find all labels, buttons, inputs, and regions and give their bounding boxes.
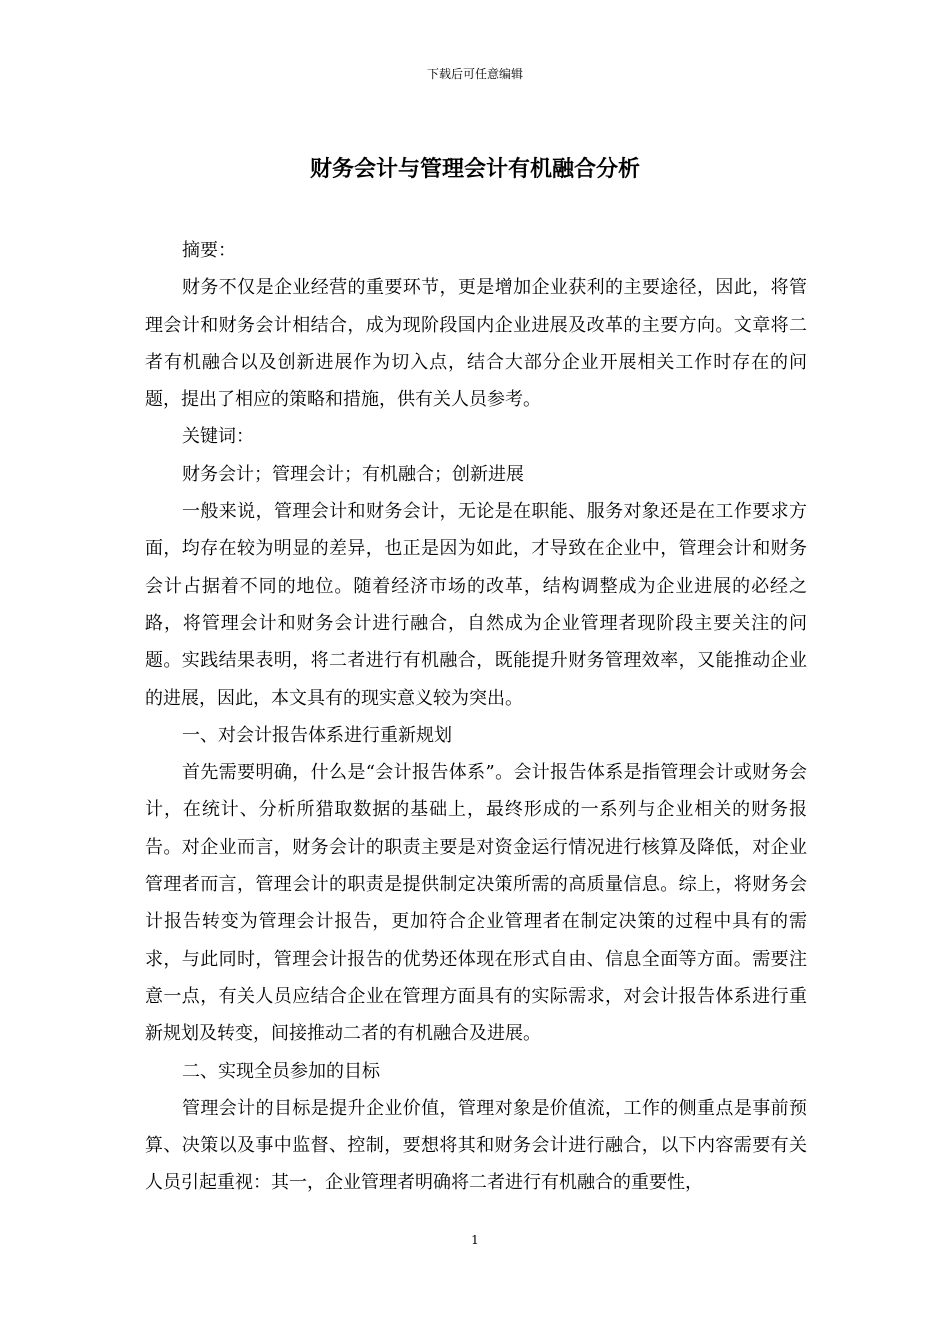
section-2-heading: 二、实现全员参加的目标	[182, 1060, 380, 1082]
keywords-paragraph: 财务会计；管理会计；有机融合；创新进展	[182, 463, 524, 485]
section-1-paragraph: 首先需要明确，什么是“会计报告体系”。会计报告体系是指管理会计或财务会计，在统计、分析所猎取数据的基础上，最终形成的一系列与企业相关的财务报告。对企业而言，财务会计的职责主要是对资金运行情况进行核算及降低，对企业管理者而言，管理会计的职责是提供制定决策所需的高质量信息。综上，将财务会计报告转变为管理会计报告，更加符合企业管理者在制定决策的过程中具有的需求，与此同时，管理会计报告的优势还体现在形式自由、信息全面等方面。需要注意一点，有关人员应结合企业在管理方面具有的实际需求，对会计报告体系进行重新规划及转变，间接推动二者的有机融合及进展。	[145, 762, 807, 1045]
keywords-heading: 关键词：	[182, 426, 254, 448]
section-1-heading: 一、对会计报告体系进行重新规划	[182, 724, 452, 746]
page-header: 下载后可任意编辑	[426, 67, 523, 81]
document-body	[145, 232, 807, 1202]
abstract-paragraph: 财务不仅是企业经营的重要环节，更是增加企业获利的主要途径，因此，将管理会计和财务会计相结合，成为现阶段国内企业进展及改革的主要方向。文章将二者有机融合以及创新进展作为切入点，结合大部分企业开展相关工作时存在的问题，提出了相应的策略和措施，供有关人员参考。	[145, 277, 807, 411]
intro-paragraph: 一般来说，管理会计和财务会计，无论是在职能、服务对象还是在工作要求方面，均存在较为明显的差异，也正是因为如此，才导致在企业中，管理会计和财务会计占据着不同的地位。随着经济市场的改革，结构调整成为企业进展的必经之路，将管理会计和财务会计进行融合，自然成为企业管理者现阶段主要关注的问题。实践结果表明，将二者进行有机融合，既能提升财务管理效率，又能推动企业的进展，因此，本文具有的现实意义较为突出。	[145, 501, 807, 709]
abstract-heading: 摘要：	[182, 240, 236, 261]
section-2-paragraph: 管理会计的目标是提升企业价值，管理对象是价值流，工作的侧重点是事前预算、决策以及事中监督、控制，要想将其和财务会计进行融合，以下内容需要有关人员引起重视：其一，企业管理者明确将二者进行有机融合的重要性，	[145, 1097, 807, 1194]
document-title: 财务会计与管理会计有机融合分析	[309, 157, 640, 182]
page-number: 1	[471, 1233, 479, 1247]
